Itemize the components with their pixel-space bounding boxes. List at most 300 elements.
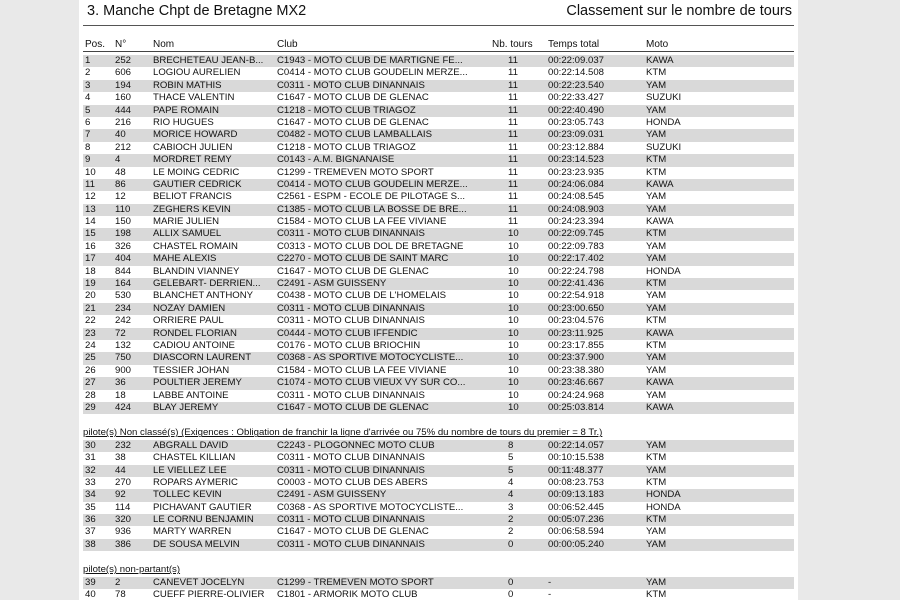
cell-num: 936 — [115, 526, 132, 538]
header-num: N° — [115, 39, 127, 50]
cell-num: 12 — [115, 191, 126, 203]
header-nom: Nom — [153, 39, 175, 50]
cell-tours: 10 — [508, 228, 519, 240]
cell-pos: 2 — [85, 67, 91, 79]
cell-num: 424 — [115, 401, 132, 413]
cell-temps: 00:22:24.798 — [548, 265, 605, 277]
table-row — [83, 502, 794, 514]
cell-temps: 00:23:46.667 — [548, 377, 605, 389]
cell-club: C0414 - MOTO CLUB GOUDELIN MERZE... — [277, 67, 468, 79]
cell-num: 86 — [115, 178, 126, 190]
cell-num: 132 — [115, 339, 132, 351]
section-spacer — [83, 551, 794, 564]
table-row — [83, 117, 794, 129]
cell-nom: CADIOU ANTOINE — [153, 339, 235, 351]
cell-club: C0414 - MOTO CLUB GOUDELIN MERZE... — [277, 178, 468, 190]
cell-num: 72 — [115, 327, 126, 339]
table-row — [83, 204, 794, 216]
header-divider — [83, 51, 794, 52]
cell-moto: KAWA — [646, 327, 674, 339]
cell-pos: 35 — [85, 501, 96, 513]
cell-tours: 10 — [508, 240, 519, 252]
cell-club: C0444 - MOTO CLUB IFFENDIC — [277, 327, 418, 339]
cell-nom: MORDRET REMY — [153, 154, 232, 166]
cell-num: 844 — [115, 265, 132, 277]
cell-num: 198 — [115, 228, 132, 240]
cell-temps: 00:22:33.427 — [548, 92, 605, 104]
cell-nom: MARIE JULIEN — [153, 216, 220, 228]
cell-nom: ALLIX SAMUEL — [153, 228, 222, 240]
cell-moto: KTM — [646, 514, 667, 526]
cell-nom: RIO HUGUES — [153, 116, 214, 128]
cell-club: C0311 - MOTO CLUB DINANNAIS — [277, 514, 425, 526]
cell-temps: 00:23:09.031 — [548, 129, 605, 141]
cell-num: 36 — [115, 377, 126, 389]
cell-tours: 10 — [508, 302, 519, 314]
cell-nom: LOGIOU AURELIEN — [153, 67, 241, 79]
cell-nom: GELEBART- DERRIEN... — [153, 278, 261, 290]
cell-temps: 00:05:07.236 — [548, 514, 605, 526]
cell-temps: 00:22:17.402 — [548, 253, 605, 265]
results-sheet — [79, 0, 798, 600]
table-row — [83, 365, 794, 377]
race-title: 3. Manche Chpt de Bretagne MX2 — [87, 3, 307, 19]
cell-temps: 00:23:12.884 — [548, 141, 605, 153]
cell-nom: BLANCHET ANTHONY — [153, 290, 254, 302]
cell-num: 40 — [115, 129, 126, 141]
cell-nom: RONDEL FLORIAN — [153, 327, 237, 339]
cell-pos: 4 — [85, 92, 91, 104]
cell-temps: 00:22:09.783 — [548, 240, 605, 252]
cell-temps: 00:22:54.918 — [548, 290, 605, 302]
cell-club: C1647 - MOTO CLUB DE GLENAC — [277, 92, 429, 104]
cell-tours: 2 — [508, 526, 514, 538]
cell-temps: 00:22:23.540 — [548, 79, 605, 91]
cell-moto: HONDA — [646, 265, 681, 277]
cell-num: 270 — [115, 476, 132, 488]
cell-moto: SUZUKI — [646, 141, 682, 153]
cell-club: C1584 - MOTO CLUB LA FEE VIVIANE — [277, 364, 447, 376]
cell-pos: 13 — [85, 203, 96, 215]
table-row — [83, 440, 794, 452]
cell-num: 234 — [115, 302, 132, 314]
cell-temps: 00:24:06.084 — [548, 178, 605, 190]
cell-nom: PAPE ROMAIN — [153, 104, 219, 116]
cell-moto: KTM — [646, 452, 667, 464]
cell-temps: 00:23:37.900 — [548, 352, 605, 364]
cell-club: C0311 - MOTO CLUB DINANNAIS — [277, 389, 425, 401]
cell-pos: 1 — [85, 55, 91, 66]
cell-nom: MARTY WARREN — [153, 526, 232, 538]
section-non-starters-title: pilote(s) non-partant(s) — [83, 564, 181, 576]
cell-club: C1801 - ARMORIK MOTO CLUB — [277, 589, 418, 600]
table-row — [83, 266, 794, 278]
cell-pos: 19 — [85, 278, 96, 290]
cell-club: C1647 - MOTO CLUB DE GLENAC — [277, 116, 429, 128]
table-row — [83, 489, 794, 501]
cell-pos: 22 — [85, 315, 96, 327]
cell-club: C0143 - A.M. BIGNANAISE — [277, 154, 395, 166]
cell-temps: 00:10:15.538 — [548, 452, 605, 464]
cell-club: C0311 - MOTO CLUB DINANNAIS — [277, 302, 425, 314]
cell-moto: YAM — [646, 364, 667, 376]
cell-nom: ROPARS AYMERIC — [153, 476, 238, 488]
cell-club: C0368 - AS SPORTIVE MOTOCYCLISTE... — [277, 352, 464, 364]
cell-tours: 8 — [508, 439, 514, 451]
cell-temps: 00:22:09.037 — [548, 55, 605, 66]
table-row — [83, 452, 794, 464]
table-row — [83, 290, 794, 302]
cell-temps: 00:23:14.523 — [548, 154, 605, 166]
cell-num: 530 — [115, 290, 132, 302]
cell-pos: 30 — [85, 439, 96, 451]
table-row — [83, 129, 794, 141]
header-pos: Pos. — [85, 39, 106, 50]
cell-temps: 00:24:08.903 — [548, 203, 605, 215]
cell-pos: 33 — [85, 476, 96, 488]
cell-tours: 11 — [508, 154, 518, 166]
table-row — [83, 278, 794, 290]
cell-moto: YAM — [646, 290, 667, 302]
cell-pos: 31 — [85, 452, 96, 464]
cell-nom: THACE VALENTIN — [153, 92, 235, 104]
cell-num: 252 — [115, 55, 132, 66]
cell-moto: HONDA — [646, 489, 681, 501]
cell-pos: 25 — [85, 352, 96, 364]
cell-club: C1299 - TREMEVEN MOTO SPORT — [277, 576, 434, 588]
cell-pos: 18 — [85, 265, 96, 277]
cell-temps: 00:23:17.855 — [548, 339, 605, 351]
cell-tours: 3 — [508, 501, 514, 513]
cell-club: C2243 - PLOGONNEC MOTO CLUB — [277, 439, 435, 451]
cell-pos: 12 — [85, 191, 96, 203]
cell-tours: 0 — [508, 576, 514, 588]
cell-num: 320 — [115, 514, 132, 526]
cell-temps: 00:23:00.650 — [548, 302, 605, 314]
header-temps: Temps total — [548, 39, 600, 50]
cell-num: 216 — [115, 116, 132, 128]
cell-club: C0313 - MOTO CLUB DOL DE BRETAGNE — [277, 240, 464, 252]
cell-moto: HONDA — [646, 501, 681, 513]
cell-tours: 4 — [508, 476, 514, 488]
table-row — [83, 216, 794, 228]
cell-nom: MAHE ALEXIS — [153, 253, 217, 265]
cell-pos: 23 — [85, 327, 96, 339]
cell-num: 242 — [115, 315, 132, 327]
cell-pos: 16 — [85, 240, 96, 252]
cell-tours: 4 — [508, 489, 514, 501]
table-row — [83, 55, 794, 67]
cell-num: 232 — [115, 439, 132, 451]
cell-nom: LABBE ANTOINE — [153, 389, 229, 401]
cell-pos: 21 — [85, 302, 96, 314]
cell-nom: BLAY JEREMY — [153, 401, 219, 413]
cell-temps: 00:06:58.594 — [548, 526, 605, 538]
cell-club: C0003 - MOTO CLUB DES ABERS — [277, 476, 428, 488]
table-row — [83, 377, 794, 389]
cell-moto: YAM — [646, 538, 667, 550]
table-row — [83, 402, 794, 414]
cell-num: 48 — [115, 166, 126, 178]
table-row — [83, 253, 794, 265]
cell-pos: 15 — [85, 228, 96, 240]
cell-tours: 11 — [508, 203, 518, 215]
cell-tours: 10 — [508, 352, 519, 364]
cell-pos: 14 — [85, 216, 96, 228]
cell-num: 212 — [115, 141, 132, 153]
header-tours: Nb. tours — [492, 39, 533, 50]
cell-nom: CANEVET JOCELYN — [153, 576, 245, 588]
cell-nom: MORICE HOWARD — [153, 129, 238, 141]
cell-tours: 10 — [508, 290, 519, 302]
cell-club: C0311 - MOTO CLUB DINANNAIS — [277, 79, 425, 91]
cell-club: C0482 - MOTO CLUB LAMBALLAIS — [277, 129, 432, 141]
cell-nom: CABIOCH JULIEN — [153, 141, 233, 153]
cell-temps: 00:22:40.490 — [548, 104, 605, 116]
cell-temps: 00:11:48.377 — [548, 464, 604, 476]
cell-tours: 11 — [508, 67, 518, 79]
cell-club: C0311 - MOTO CLUB DINANNAIS — [277, 315, 425, 327]
cell-pos: 28 — [85, 389, 96, 401]
cell-moto: KTM — [646, 339, 667, 351]
cell-pos: 3 — [85, 79, 91, 91]
cell-temps: 00:00:05.240 — [548, 538, 605, 550]
cell-club: C2270 - MOTO CLUB DE SAINT MARC — [277, 253, 449, 265]
table-row — [83, 328, 794, 340]
cell-club: C1647 - MOTO CLUB DE GLENAC — [277, 265, 429, 277]
cell-moto: YAM — [646, 240, 667, 252]
cell-pos: 26 — [85, 364, 96, 376]
cell-club: C1299 - TREMEVEN MOTO SPORT — [277, 166, 434, 178]
table-row — [83, 539, 794, 551]
cell-num: 150 — [115, 216, 132, 228]
cell-nom: LE VIELLEZ LEE — [153, 464, 227, 476]
cell-num: 44 — [115, 464, 126, 476]
cell-temps: 00:22:41.436 — [548, 278, 605, 290]
cell-tours: 11 — [508, 178, 518, 190]
cell-num: 18 — [115, 389, 126, 401]
cell-moto: KTM — [646, 67, 667, 79]
cell-club: C1647 - MOTO CLUB DE GLENAC — [277, 401, 429, 413]
cell-club: C0368 - AS SPORTIVE MOTOCYCLISTE... — [277, 501, 464, 513]
cell-moto: KAWA — [646, 55, 674, 66]
table-row — [83, 514, 794, 526]
cell-nom: GAUTIER CEDRICK — [153, 178, 242, 190]
cell-moto: KAWA — [646, 377, 674, 389]
cell-pos: 37 — [85, 526, 96, 538]
table-row — [83, 105, 794, 117]
cell-temps: 00:24:24.968 — [548, 389, 605, 401]
cell-nom: CUEFF PIERRE-OLIVIER — [153, 589, 265, 600]
cell-pos: 40 — [85, 589, 96, 600]
cell-nom: DE SOUSA MELVIN — [153, 538, 240, 550]
cell-num: 2 — [115, 576, 121, 588]
table-row — [83, 390, 794, 402]
header-moto: Moto — [646, 39, 669, 50]
cell-tours: 10 — [508, 364, 519, 376]
cell-tours: 11 — [508, 216, 518, 228]
cell-pos: 5 — [85, 104, 91, 116]
cell-club: C2491 - ASM GUISSENY — [277, 278, 387, 290]
cell-temps: 00:08:23.753 — [548, 476, 605, 488]
cell-temps: 00:09:13.183 — [548, 489, 605, 501]
cell-moto: YAM — [646, 191, 667, 203]
cell-num: 4 — [115, 154, 121, 166]
cell-num: 160 — [115, 92, 132, 104]
title-divider — [83, 25, 794, 26]
cell-num: 326 — [115, 240, 132, 252]
cell-tours: 10 — [508, 339, 519, 351]
cell-club: C2561 - ESPM - ECOLE DE PILOTAGE S... — [277, 191, 466, 203]
cell-num: 92 — [115, 489, 126, 501]
table-row — [83, 477, 794, 489]
cell-pos: 24 — [85, 339, 96, 351]
cell-temps: 00:06:52.445 — [548, 501, 605, 513]
table-row — [83, 589, 794, 600]
table-row — [83, 526, 794, 538]
cell-tours: 10 — [508, 315, 519, 327]
cell-pos: 39 — [85, 576, 96, 588]
cell-num: 606 — [115, 67, 132, 79]
cell-club: C1074 - MOTO CLUB VIEUX VY SUR CO... — [277, 377, 466, 389]
cell-pos: 27 — [85, 377, 96, 389]
cell-tours: 10 — [508, 327, 519, 339]
cell-moto: KTM — [646, 166, 667, 178]
cell-num: 78 — [115, 589, 126, 600]
cell-tours: 11 — [508, 92, 518, 104]
cell-moto: KTM — [646, 228, 667, 240]
cell-club: C1584 - MOTO CLUB LA FEE VIVIANE — [277, 216, 447, 228]
cell-num: 164 — [115, 278, 132, 290]
cell-tours: 11 — [508, 191, 518, 203]
cell-moto: YAM — [646, 129, 667, 141]
cell-club: C0176 - MOTO CLUB BRIOCHIN — [277, 339, 421, 351]
cell-pos: 7 — [85, 129, 91, 141]
cell-tours: 11 — [508, 116, 518, 128]
table-row — [83, 340, 794, 352]
cell-tours: 10 — [508, 377, 519, 389]
cell-nom: ORRIERE PAUL — [153, 315, 224, 327]
cell-moto: YAM — [646, 439, 667, 451]
cell-nom: ROBIN MATHIS — [153, 79, 222, 91]
cell-pos: 11 — [85, 178, 95, 190]
cell-pos: 17 — [85, 253, 96, 265]
cell-temps: 00:22:09.745 — [548, 228, 605, 240]
table-row — [83, 241, 794, 253]
cell-moto: KAWA — [646, 178, 674, 190]
cell-pos: 9 — [85, 154, 91, 166]
cell-moto: KTM — [646, 589, 667, 600]
cell-temps: 00:24:23.394 — [548, 216, 605, 228]
cell-moto: KTM — [646, 315, 667, 327]
table-row — [83, 92, 794, 104]
cell-num: 900 — [115, 364, 132, 376]
cell-club: C0311 - MOTO CLUB DINANNAIS — [277, 452, 425, 464]
cell-moto: KAWA — [646, 216, 674, 228]
cell-pos: 36 — [85, 514, 96, 526]
cell-nom: POULTIER JEREMY — [153, 377, 242, 389]
cell-nom: ABGRALL DAVID — [153, 439, 229, 451]
table-row — [83, 577, 794, 589]
table-row — [83, 315, 794, 327]
cell-moto: YAM — [646, 576, 667, 588]
cell-nom: NOZAY DAMIEN — [153, 302, 226, 314]
cell-tours: 2 — [508, 514, 514, 526]
cell-temps: 00:23:04.576 — [548, 315, 605, 327]
table-row — [83, 80, 794, 92]
cell-moto: YAM — [646, 253, 667, 265]
cell-pos: 10 — [85, 166, 96, 178]
cell-temps: 00:25:03.814 — [548, 401, 605, 413]
cell-tours: 5 — [508, 452, 514, 464]
cell-pos: 32 — [85, 464, 96, 476]
table-row — [83, 179, 794, 191]
cell-club: C1218 - MOTO CLUB TRIAGOZ — [277, 104, 416, 116]
table-row — [83, 303, 794, 315]
cell-club: C1943 - MOTO CLUB DE MARTIGNE FE... — [277, 55, 463, 66]
cell-num: 194 — [115, 79, 132, 91]
table-row — [83, 142, 794, 154]
cell-tours: 10 — [508, 253, 519, 265]
cell-moto: HONDA — [646, 116, 681, 128]
cell-num: 750 — [115, 352, 132, 364]
cell-nom: TESSIER JOHAN — [153, 364, 230, 376]
table-row — [83, 167, 794, 179]
cell-num: 114 — [115, 501, 131, 513]
cell-tours: 11 — [508, 104, 518, 116]
cell-moto: KTM — [646, 278, 667, 290]
cell-nom: TOLLEC KEVIN — [153, 489, 222, 501]
cell-moto: YAM — [646, 104, 667, 116]
cell-tours: 10 — [508, 278, 519, 290]
cell-tours: 11 — [508, 79, 518, 91]
cell-num: 386 — [115, 538, 132, 550]
cell-num: 38 — [115, 452, 126, 464]
cell-moto: YAM — [646, 203, 667, 215]
cell-club: C0311 - MOTO CLUB DINANNAIS — [277, 228, 425, 240]
cell-moto: YAM — [646, 389, 667, 401]
cell-temps: 00:23:05.743 — [548, 116, 605, 128]
cell-temps: 00:22:14.508 — [548, 67, 605, 79]
cell-nom: BELIOT FRANCIS — [153, 191, 232, 203]
cell-temps: 00:23:23.935 — [548, 166, 605, 178]
cell-nom: BLANDIN VIANNEY — [153, 265, 240, 277]
cell-nom: CHASTEL KILLIAN — [153, 452, 236, 464]
cell-temps: - — [548, 576, 552, 588]
table-row — [83, 228, 794, 240]
ranking-type-title: Classement sur le nombre de tours — [566, 3, 792, 19]
cell-pos: 38 — [85, 538, 96, 550]
cell-num: 444 — [115, 104, 132, 116]
table-row — [83, 465, 794, 477]
cell-moto: YAM — [646, 464, 667, 476]
cell-nom: LE MOING CEDRIC — [153, 166, 240, 178]
cell-moto: KAWA — [646, 401, 674, 413]
cell-temps: 00:23:38.380 — [548, 364, 605, 376]
cell-club: C1647 - MOTO CLUB DE GLENAC — [277, 526, 429, 538]
cell-nom: PICHAVANT GAUTIER — [153, 501, 252, 513]
cell-tours: 10 — [508, 401, 519, 413]
cell-pos: 8 — [85, 141, 91, 153]
cell-moto: SUZUKI — [646, 92, 682, 104]
header-club: Club — [277, 39, 298, 50]
cell-moto: YAM — [646, 79, 667, 91]
cell-num: 110 — [115, 203, 131, 215]
cell-nom: ZEGHERS KEVIN — [153, 203, 231, 215]
cell-club: C1218 - MOTO CLUB TRIAGOZ — [277, 141, 416, 153]
cell-temps: 00:24:08.545 — [548, 191, 605, 203]
cell-tours: 11 — [508, 129, 518, 141]
